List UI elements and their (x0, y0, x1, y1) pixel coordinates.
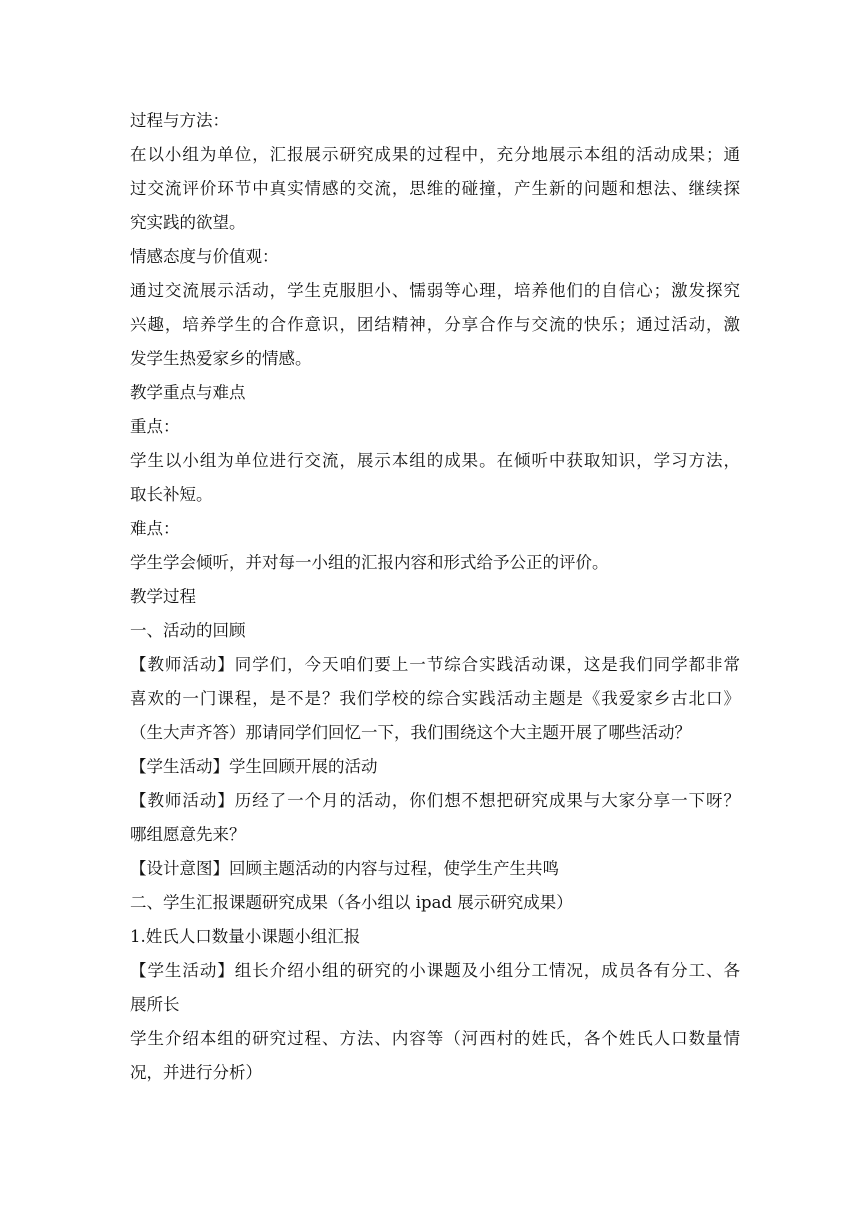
text-line: 兴趣，培养学生的合作意识，团结精神，分享合作与交流的快乐；通过活动，激 (130, 315, 740, 334)
paragraph (130, 512, 740, 546)
paragraph (130, 410, 740, 444)
text-line: 在以小组为单位，汇报展示研究成果的过程中，充分地展示本组的活动成果；通 (130, 145, 740, 164)
text-line: 二、学生汇报课题研究成果（各小组以 ipad 展示研究成果） (130, 893, 573, 912)
paragraph (130, 138, 740, 240)
paragraph (130, 954, 740, 1022)
text-line: 喜欢的一门课程，是不是？我们学校的综合实践活动主题是《我爱家乡古北口》 (130, 689, 740, 708)
paragraph (130, 580, 740, 614)
paragraph (130, 240, 740, 274)
paragraph (130, 274, 740, 376)
paragraph (130, 444, 740, 512)
text-line: 学生介绍本组的研究过程、方法、内容等（河西村的姓氏，各个姓氏人口数量情 (130, 1029, 740, 1048)
text-line: 学生以小组为单位进行交流，展示本组的成果。在倾听中获取知识，学习方法， (130, 451, 740, 470)
text-line: 哪组愿意先来？ (130, 825, 246, 844)
text-line: 教学重点与难点 (130, 383, 246, 402)
paragraph (130, 920, 740, 954)
paragraph (130, 784, 740, 852)
text-line: 【教师活动】历经了一个月的活动，你们想不想把研究成果与大家分享一下呀？ (130, 791, 740, 810)
text-line: 发学生热爱家乡的情感。 (130, 349, 312, 368)
text-line: 取长补短。 (130, 485, 213, 504)
text-line: 【设计意图】回顾主题活动的内容与过程，使学生产生共鸣 (130, 859, 559, 878)
text-line: 究实践的欲望。 (130, 213, 246, 232)
paragraph (130, 104, 740, 138)
text-line: （生大声齐答）那请同学们回忆一下，我们围绕这个大主题开展了哪些活动？ (130, 723, 691, 742)
paragraph (130, 546, 740, 580)
text-line: 教学过程 (130, 587, 196, 606)
text-line: 1.姓氏人口数量小课题小组汇报 (130, 927, 361, 946)
paragraph (130, 648, 740, 750)
text-line: 一、活动的回顾 (130, 621, 246, 640)
text-line: 【学生活动】学生回顾开展的活动 (130, 757, 378, 776)
text-line: 通过交流展示活动，学生克服胆小、懦弱等心理，培养他们的自信心；激发探究 (130, 281, 740, 300)
text-line: 重点： (130, 417, 180, 436)
text-line: 过程与方法： (130, 111, 229, 130)
paragraph (130, 614, 740, 648)
text-line: 难点： (130, 519, 180, 538)
text-line: 过交流评价环节中真实情感的交流，思维的碰撞，产生新的问题和想法、继续探 (130, 179, 740, 198)
text-line: 【教师活动】同学们，今天咱们要上一节综合实践活动课，这是我们同学都非常 (130, 655, 740, 674)
paragraph (130, 886, 740, 920)
text-line: 情感态度与价值观： (130, 247, 279, 266)
text-line: 展所长 (130, 995, 180, 1014)
text-line: 况，并进行分析） (130, 1063, 262, 1082)
text-line: 【学生活动】组长介绍小组的研究的小课题及小组分工情况，成员各有分工、各 (130, 961, 740, 980)
paragraph (130, 852, 740, 886)
paragraph (130, 750, 740, 784)
paragraph (130, 1022, 740, 1090)
document-page (130, 104, 740, 1090)
paragraph (130, 376, 740, 410)
text-line: 学生学会倾听，并对每一小组的汇报内容和形式给予公正的评价。 (130, 553, 609, 572)
